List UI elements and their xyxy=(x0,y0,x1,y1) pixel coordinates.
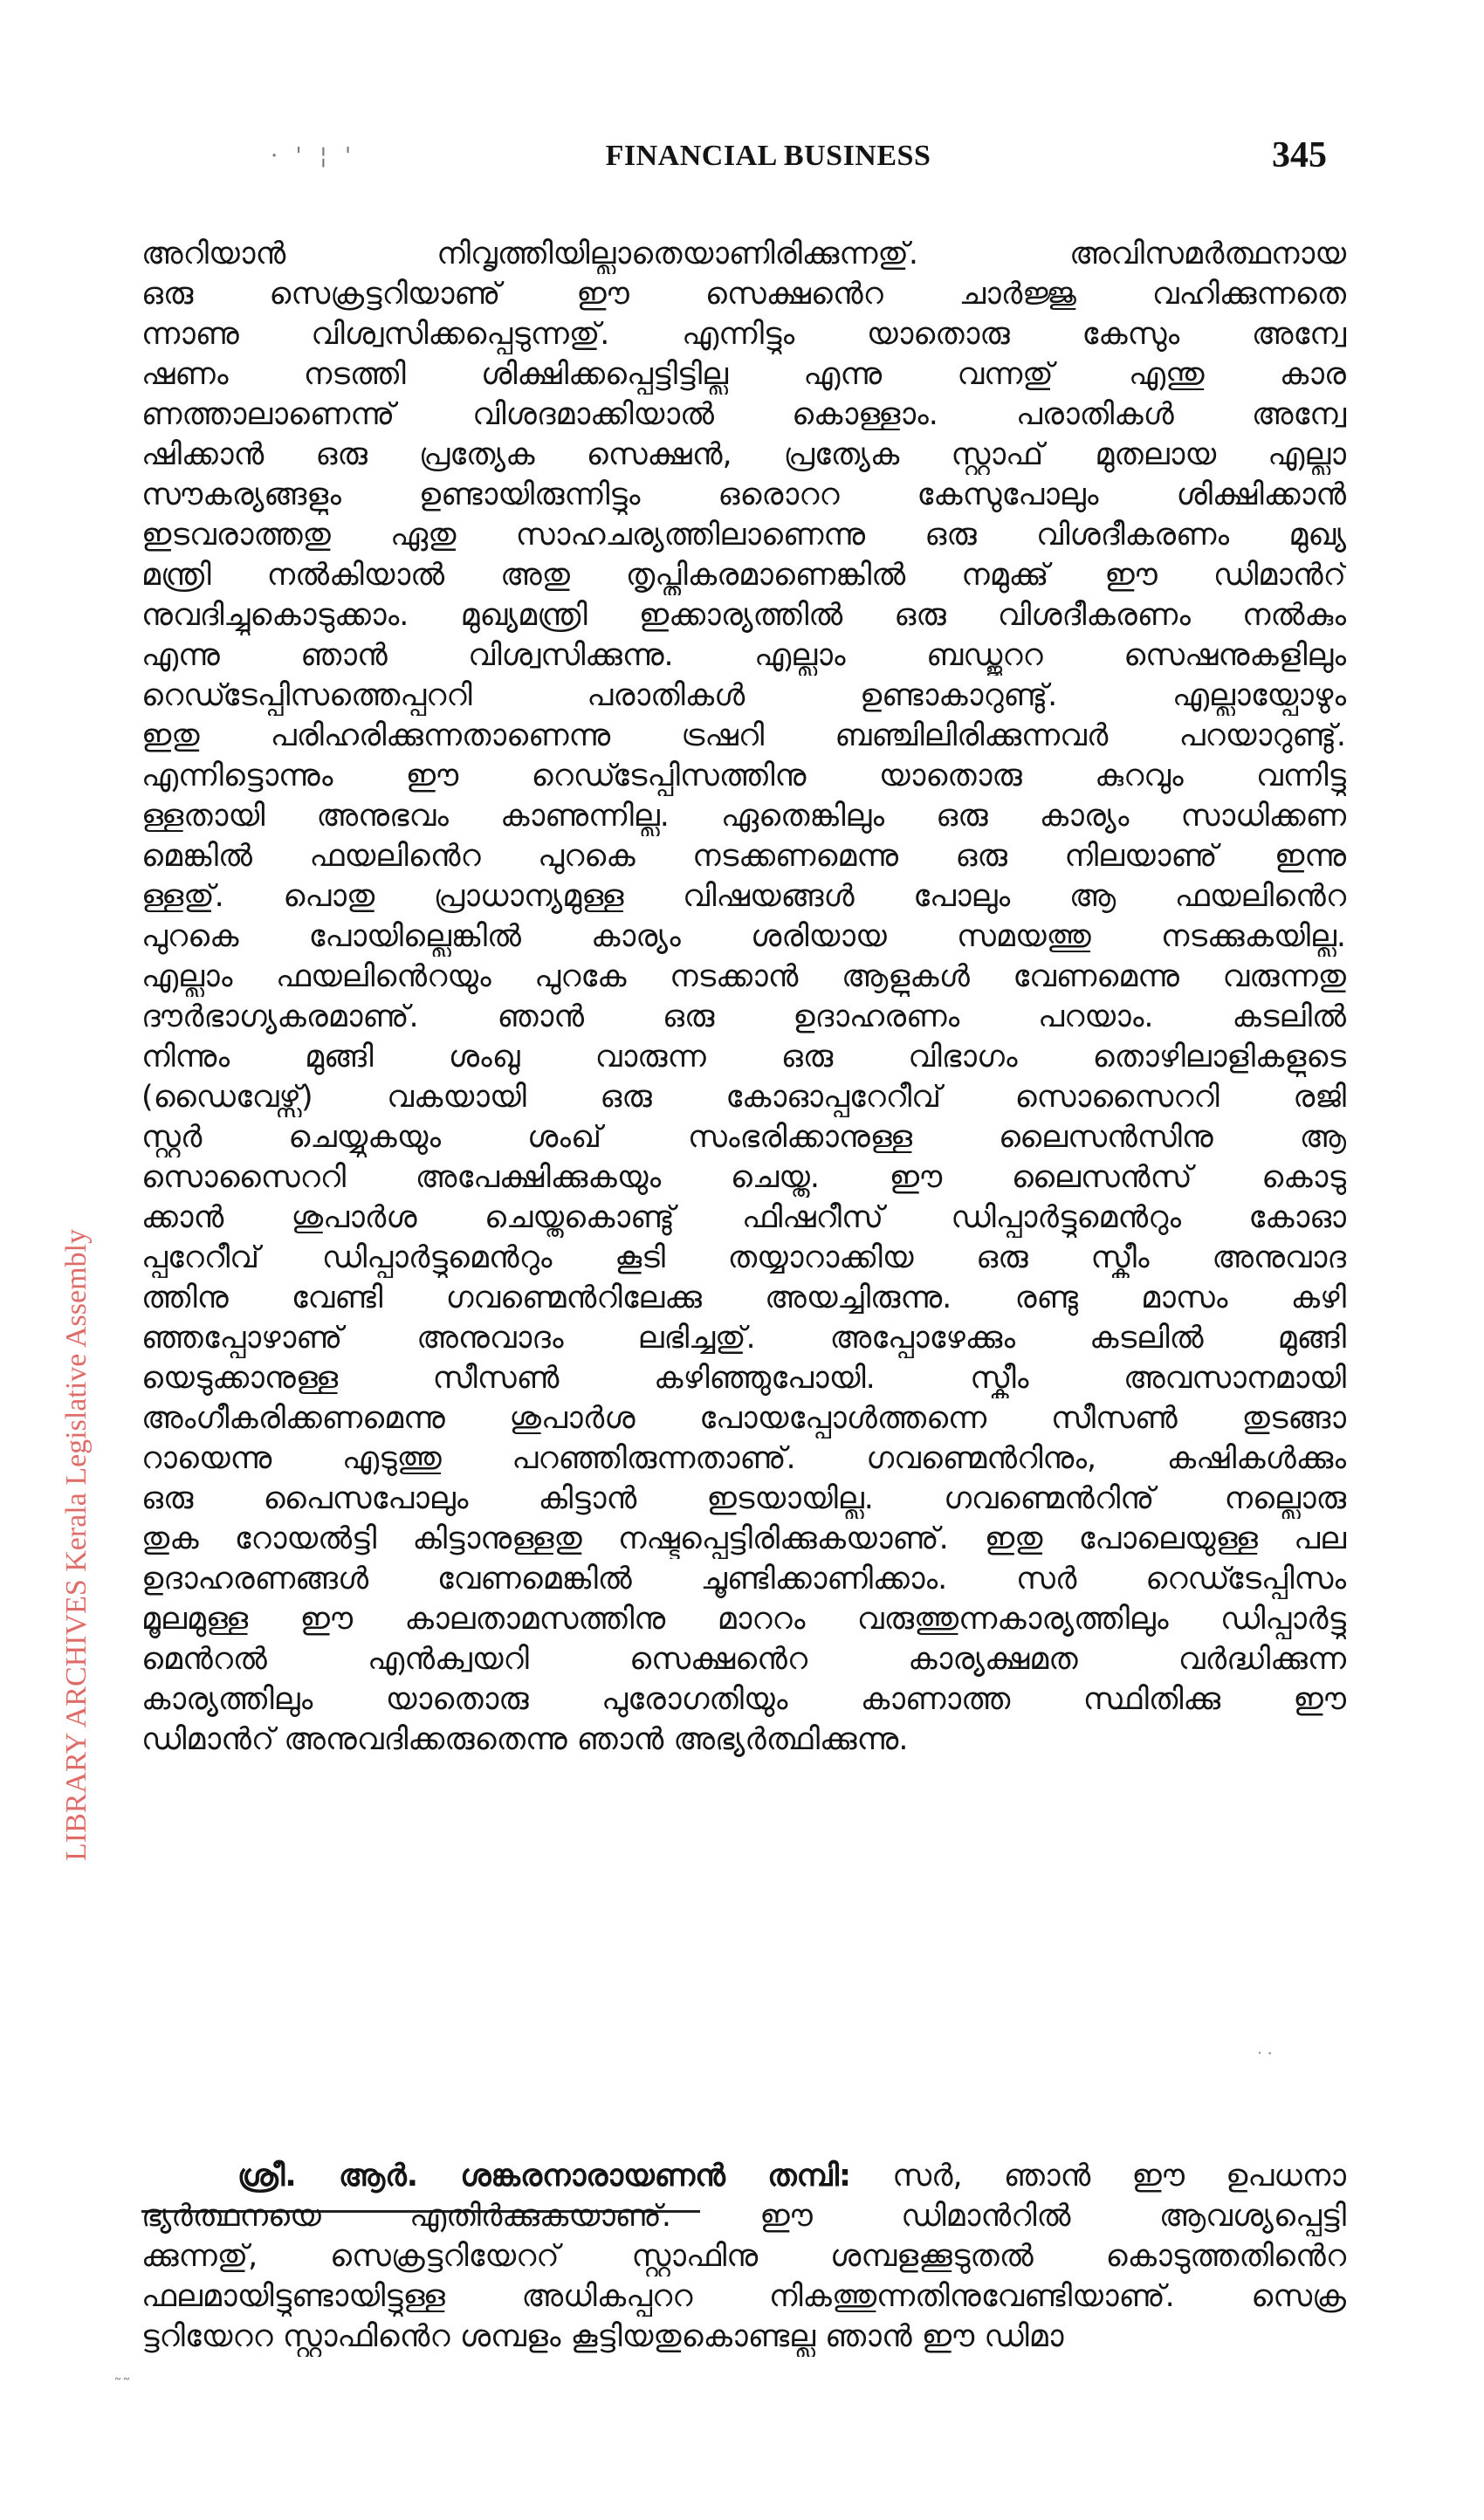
text-line: ഷിക്കാൻ ഒരു പ്രത്യേക സെക്ഷൻ, പ്രത്യേക സ്റ്റാഫ് മുതലായ എല്ലാ xyxy=(141,437,1346,472)
text-line: എന്നു ഞാൻ വിശ്വസിക്കുന്നു. എല്ലാം ബഡ്ജററ സെഷനുകളിലും xyxy=(141,638,1346,673)
text-line: ഒരു പൈസപോലും കിട്ടാൻ ഇടയായില്ല. ഗവണ്മെൻറിനു് നല്ലൊരു xyxy=(141,1481,1346,1516)
text-line: മെൻറൽ എൻക്വയറി സെക്ഷൻെറ കാര്യക്ഷമത വർദ്ധിക്കുന്ന xyxy=(141,1642,1346,1677)
scan-speckles: · ' ¦ ' xyxy=(271,143,357,169)
text-line: ഷണം നടത്തി ശിക്ഷിക്കപ്പെട്ടിട്ടില്ല എന്നു വന്നതു് എന്തു കാര xyxy=(141,357,1346,392)
text-line: ന്നാണു വിശ്വസിക്കപ്പെടുന്നതു്. എന്നിട്ടും യാതൊരു കേസും അന്വേ xyxy=(141,317,1346,352)
speech-paragraph-2 xyxy=(141,2156,1346,2357)
text-line: ഉദാഹരണങ്ങൾ വേണമെങ്കിൽ ചൂണ്ടിക്കാണിക്കാം. സർ റെഡ്ടേപ്പിസം xyxy=(141,1562,1346,1596)
text-line: (ഡൈവേഴ്സ്) വകയായി ഒരു കോഓപ്പറേറീവ് സൊസൈററി രജി xyxy=(141,1080,1346,1115)
text-line: പുറകെ പോയില്ലെങ്കിൽ കാര്യം ശരിയായ സമയത്തു നടക്കുകയില്ല. xyxy=(141,919,1346,954)
text-line: ഇടവരാത്തതു ഏതു സാഹചര്യത്തിലാണെന്നു ഒരു വിശദീകരണം മുഖ്യ xyxy=(141,518,1346,553)
text-line: ഒരു സെക്രട്ടറിയാണു് ഈ സെക്ഷൻെറ ചാർജ്ജു വഹിക്കുന്നതെ xyxy=(141,277,1346,312)
text-line: മൂലമുള്ള ഈ കാലതാമസത്തിനു മാററം വരുത്തുന്നകാര്യത്തിലും ഡിപ്പാർട്ടു xyxy=(141,1602,1346,1637)
text-line: സൗകര്യങ്ങളും ഉണ്ടായിരുന്നിട്ടും ഒരൊററ കേസുപോലും ശിക്ഷിക്കാൻ xyxy=(141,477,1346,512)
text-line: സ്റ്റർ ചെയ്യുകയും ശംഖ് സംഭരിക്കാനുള്ള ലൈസൻസിനു ആ xyxy=(141,1120,1346,1155)
text-line: നുവദിച്ചുകൊടുക്കാം. മുഖ്യമന്ത്രി ഇക്കാര്യത്തിൽ ഒരു വിശദീകരണം നൽകും xyxy=(141,598,1346,633)
text-line: നിന്നും മുങ്ങി ശംഖു വാരുന്ന ഒരു വിഭാഗം തൊഴിലാളികളുടെ xyxy=(141,1040,1346,1075)
page-number: 345 xyxy=(1272,135,1327,175)
text-line: ണത്താലാണെന്നു് വിശദമാക്കിയാൽ കൊള്ളാം. പരാതികൾ അന്വേ xyxy=(141,397,1346,432)
text-line: ള്ളതു്. പൊതു പ്രാധാന്യമുള്ള വിഷയങ്ങൾ പോലും ആ ഫയലിൻെറ xyxy=(141,879,1346,914)
scan-speckles: ᐧ · xyxy=(1257,2043,1273,2063)
text-line: സൊസൈററി അപേക്ഷിക്കുകയും ചെയ്തു. ഈ ലൈസൻസ് കൊടു xyxy=(141,1160,1346,1195)
page-header xyxy=(140,135,1327,192)
text-line: ത്തിനു വേണ്ടി ഗവണ്മെൻറിലേക്കു അയച്ചിരുന്നു. രണ്ടു മാസം കഴി xyxy=(141,1281,1346,1315)
text-line: ഭ്യർത്ഥനയെ എതിർക്കുകയാണു്. ഈ ഡിമാൻറിൽ ആവശ്യപ്പെട്ടി xyxy=(141,2199,1346,2234)
speaker-text: സർ, ഞാൻ ഈ ഉപധനാ xyxy=(892,2159,1346,2194)
text-line: കാര്യത്തിലും യാതൊരു പുരോഗതിയും കാണാത്ത സ്ഥിതിക്കു ഈ xyxy=(141,1682,1346,1717)
text-line: പ്പറേറീവ് ഡിപ്പാർട്ടുമെൻറും കൂടി തയ്യാറാക്കിയ ഒരു സ്കീം അനുവാദ xyxy=(141,1240,1346,1275)
text-line: മെങ്കിൽ ഫയലിൻെറ പുറകെ നടക്കണമെന്നു ഒരു നിലയാണു് ഇന്നു xyxy=(141,839,1346,874)
text-line: എല്ലാം ഫയലിൻെറയും പുറകേ നടക്കാൻ ആളുകൾ വേണമെന്നു വരുന്നതു xyxy=(141,959,1346,994)
text-line: ക്കുന്നതു്, സെക്രട്ടറിയേററ് സ്റ്റാഫിനു ശമ്പളക്കൂടുതൽ കൊടുത്തതിൻെറ xyxy=(141,2239,1346,2274)
paragraph-2-lines xyxy=(141,2196,1346,2357)
text-line: ഞ്ഞപ്പോഴാണു് അനുവാദം ലഭിച്ചതു്. അപ്പോഴേക്കും കടലിൽ മുങ്ങി xyxy=(141,1321,1346,1356)
text-line: എന്നിട്ടൊന്നും ഈ റെഡ്ടേപ്പിസത്തിനു യാതൊരു കുറവും വന്നിട്ടു xyxy=(141,759,1346,793)
archive-watermark xyxy=(59,934,94,2156)
text-line: അറിയാൻ നിവൃത്തിയില്ലാതെയാണിരിക്കുന്നതു്. അവിസമർത്ഥനായ xyxy=(141,237,1346,271)
text-line: യെടുക്കാനുള്ള സീസൺ കഴിഞ്ഞുപോയി. സ്കീം അവസാനമായി xyxy=(141,1361,1346,1396)
text-line: ഇതു പരിഹരിക്കുന്നതാണെന്നു ട്രഷറി ബഞ്ചിലിരിക്കുന്നവർ പറയാറുണ്ടു്. xyxy=(141,718,1346,753)
text-line xyxy=(141,2156,1346,2196)
text-line: ള്ളതായി അനുഭവം കാണുന്നില്ല. ഏതെങ്കിലും ഒരു കാര്യം സാധിക്കണ xyxy=(141,799,1346,834)
text-line: തുക റോയൽട്ടി കിട്ടാനുള്ളതു നഷ്ടപ്പെട്ടിരിക്കുകയാണു്. ഇതു പോലെയുള്ള പല xyxy=(141,1521,1346,1556)
text-line: റെഡ്ടേപ്പിസത്തെപ്പററി പരാതികൾ ഉണ്ടാകാറുണ്ടു്. എല്ലായ്പ്പോഴും xyxy=(141,678,1346,713)
speaker-name: ശ്രീ. ആർ. ശങ്കരനാരായണൻ തമ്പി: xyxy=(237,2159,851,2194)
running-title: FINANCIAL BUSINESS xyxy=(605,140,931,172)
scan-speckles: ˜˜ xyxy=(113,2374,131,2395)
text-line: ഫലമായിട്ടുണ്ടായിട്ടുള്ള അധികപ്പററ നികത്തുന്നതിനുവേണ്ടിയാണു്. സെക്ര xyxy=(141,2279,1346,2314)
text-line: ട്ടറിയേററ സ്റ്റാഫിൻെറ ശമ്പളം കൂട്ടിയതുകൊണ്ടല്ല ഞാൻ ഈ ഡിമാ xyxy=(141,2319,1064,2354)
text-line: അംഗീകരിക്കണമെന്നു ശുപാർശ പോയപ്പോൾത്തന്നെ സീസൺ തുടങ്ങാ xyxy=(141,1401,1346,1436)
text-line: റായെന്നു എടുത്തു പറഞ്ഞിരുന്നതാണു്. ഗവണ്മെൻറിനും, കഷികൾക്കും xyxy=(141,1441,1346,1476)
text-line: ക്കാൻ ശുപാർശ ചെയ്തുകൊണ്ടു് ഫിഷറീസ് ഡിപ്പാർട്ടുമെൻറും കോഓ xyxy=(141,1200,1346,1235)
archive-watermark-text: LIBRARY ARCHIVES Kerala Legislative Assembly xyxy=(60,1228,93,1862)
speech-paragraph xyxy=(141,234,1346,1760)
text-line: ഡിമാൻറ് അനുവദിക്കരുതെന്നു ഞാൻ അഭ്യർത്ഥിക്കുന്നു. xyxy=(141,1722,909,1757)
text-line: മന്ത്രി നൽകിയാൽ അതു തൃപ്തികരമാണെങ്കിൽ നമുക്കു് ഈ ഡിമാൻറ് xyxy=(141,558,1346,593)
text-line: ദൗർഭാഗ്യകരമാണു്. ഞാൻ ഒരു ഉദാഹരണം പറയാം. കടലിൽ xyxy=(141,999,1346,1034)
